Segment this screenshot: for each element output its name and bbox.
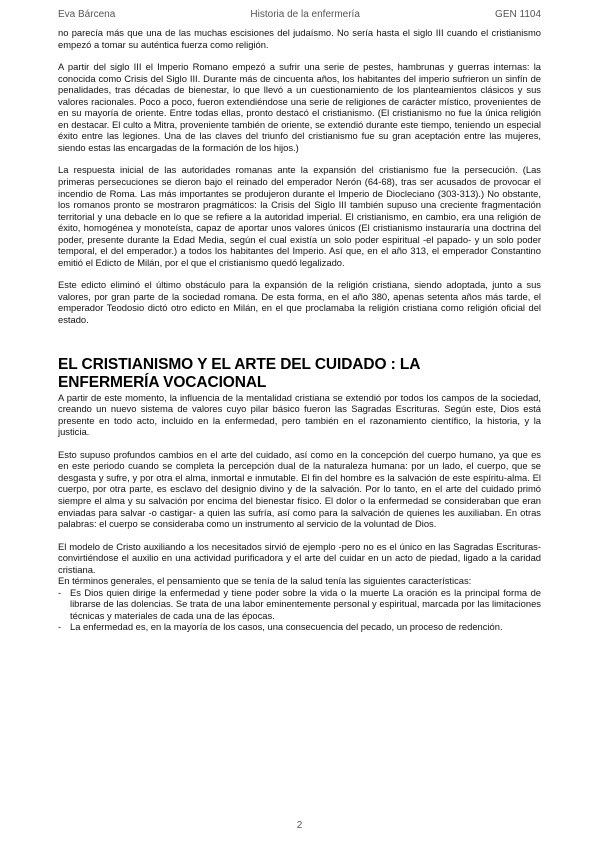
list-item: - Es Dios quien dirige la enfermedad y tiene poder sobre la vida o la muerte La oración es la principal forma de librarse de las dolencias. Se trata de una labor eminentemente personal y espiritual, marcada por las limitaciones técnicas y materiales de cada una de las épocas.: [58, 587, 541, 622]
page-header: [58, 9, 541, 20]
page-content: [58, 27, 541, 633]
paragraph: Esto supuso profundos cambios en el arte del cuidado, así como en la concepción del cuerpo humano, ya que es en este periodo cuando se completa la percepción dual de la naturaleza humana: por un lado, el cuerpo, que se desgasta y sufre, y por otra el alma, inmortal e inmutable. El fin del hombre es la salvación de este espíritu-alma. El cuerpo, por otra parte, es esclavo del designio divino y de la salvación. Por lo tanto, en el arte del cuidado primó siempre el alma y su salvación por encima del bienestar físico. El dolor o la enfermedad se consideraban que eran enviadas para salvar -o castigar- a quien las sufría, así como para la salvación de quienes les auxiliaban. En otras palabras: el cuerpo se consideraba como un instrumento al servicio de la voluntad de Dios.: [58, 448, 541, 530]
paragraph: no parecía más que una de las muchas escisiones del judaísmo. No sería hasta el siglo III cuando el cristianismo empezó a tomar su auténtica fuerza como religión.: [58, 27, 541, 50]
paragraph: A partir de este momento, la influencia de la mentalidad cristiana se extendió por todos los campos de la sociedad, creando un nuevo sistema de valores cuyo pilar básico fueron las Sagradas Escrituras. Según este, Dios está presente en todo acto, incluido en la enfermedad, pero también en el razonamiento científico, la historia, y la justicia.: [58, 391, 541, 438]
list-item: - La enfermedad es, en la mayoría de los casos, una consecuencia del pecado, un proceso de redención.: [58, 621, 541, 633]
paragraph: A partir del siglo III el Imperio Romano empezó a sufrir una serie de pestes, hambrunas y guerras internas: la conocida como Crisis del Siglo III. Durante más de cincuenta años, los habitantes del imperio sufrieron un sinfín de penalidades, tras décadas de bienestar, lo que llevó a un cuestionamiento de los planteamientos clásicos y sus valores racionales. Poco a poco, fueron extendiéndose una serie de religiones de carácter místico, provenientes de en su mayoría de oriente. Entre todas ellas, pronto destacó el cristianismo. (El cristianismo no fue la única religión en destacar. El culto a Mitra, proveniente también de oriente, se extendió durante este tiempo, teniendo un especial éxito entre las legiones. Una de las claves del triunfo del cristianismo fue su gran aceptación entre las mujeres, siendo estas las encargadas de la formación de los hijos.): [58, 61, 541, 153]
header-title: Historia de la enfermería: [250, 9, 360, 20]
bullet-list: [58, 587, 541, 633]
paragraph: Este edicto eliminó el último obstáculo para la expansión de la religión cristiana, siendo adoptada, junto a sus valores, por gran parte de la sociedad romana. De esta forma, en el año 380, apenas setenta años más tarde, el emperador Teodosio dictó otro edicto en Milán, en el que proclamaba la religión cristiana como religión oficial del estado.: [58, 279, 541, 326]
header-code: GEN 1104: [495, 9, 541, 20]
paragraph: En términos generales, el pensamiento que se tenía de la salud tenía las siguientes características:: [58, 575, 472, 587]
header-author: Eva Bárcena: [58, 9, 116, 20]
section-heading-line1: EL CRISTIANISMO Y EL ARTE DEL CUIDADO : LA: [58, 355, 421, 373]
page-number: 2: [296, 820, 303, 831]
section-heading-line2: ENFERMERÍA VOCACIONAL: [58, 373, 267, 391]
paragraph: La respuesta inicial de las autoridades romanas ante la expansión del cristianismo fue la persecución. (Las primeras persecuciones se dieron bajo el reinado del emperador Nerón (64-68), tras ser acusados de provocar el incendio de Roma. Las más importantes se produjeron durante el Imperio de Diocleciano (303-313).) No obstante, los romanos pronto se mostraron pragmáticos: la Crisis del Siglo III también supuso una creciente fragmentación territorial y una debacle en lo que se refiere a la autoridad imperial. El cristianismo, en cambio, era una religión de éxito, homogénea y monoteísta, capaz de aportar unos valores únicos (El cristianismo instauraría una doctrina del poder, presente durante la Edad Media, según el cual existía un solo poder espiritual -el papado- y un solo poder temporal, el del emperador.) a todos los habitantes del Imperio. Así que, en el año 313, el emperador Constantino emitió el Edicto de Milán, por el que el cristianismo quedó legalizado.: [58, 164, 541, 268]
section-heading: [58, 356, 541, 392]
paragraph: El modelo de Cristo auxiliando a los necesitados sirvió de ejemplo -pero no es el único en las Sagradas Escrituras- convirtiéndose el auxilio en una actividad purificadora y el arte del cuidar en un acto de piedad, ligado a la caridad cristiana.: [58, 540, 541, 575]
